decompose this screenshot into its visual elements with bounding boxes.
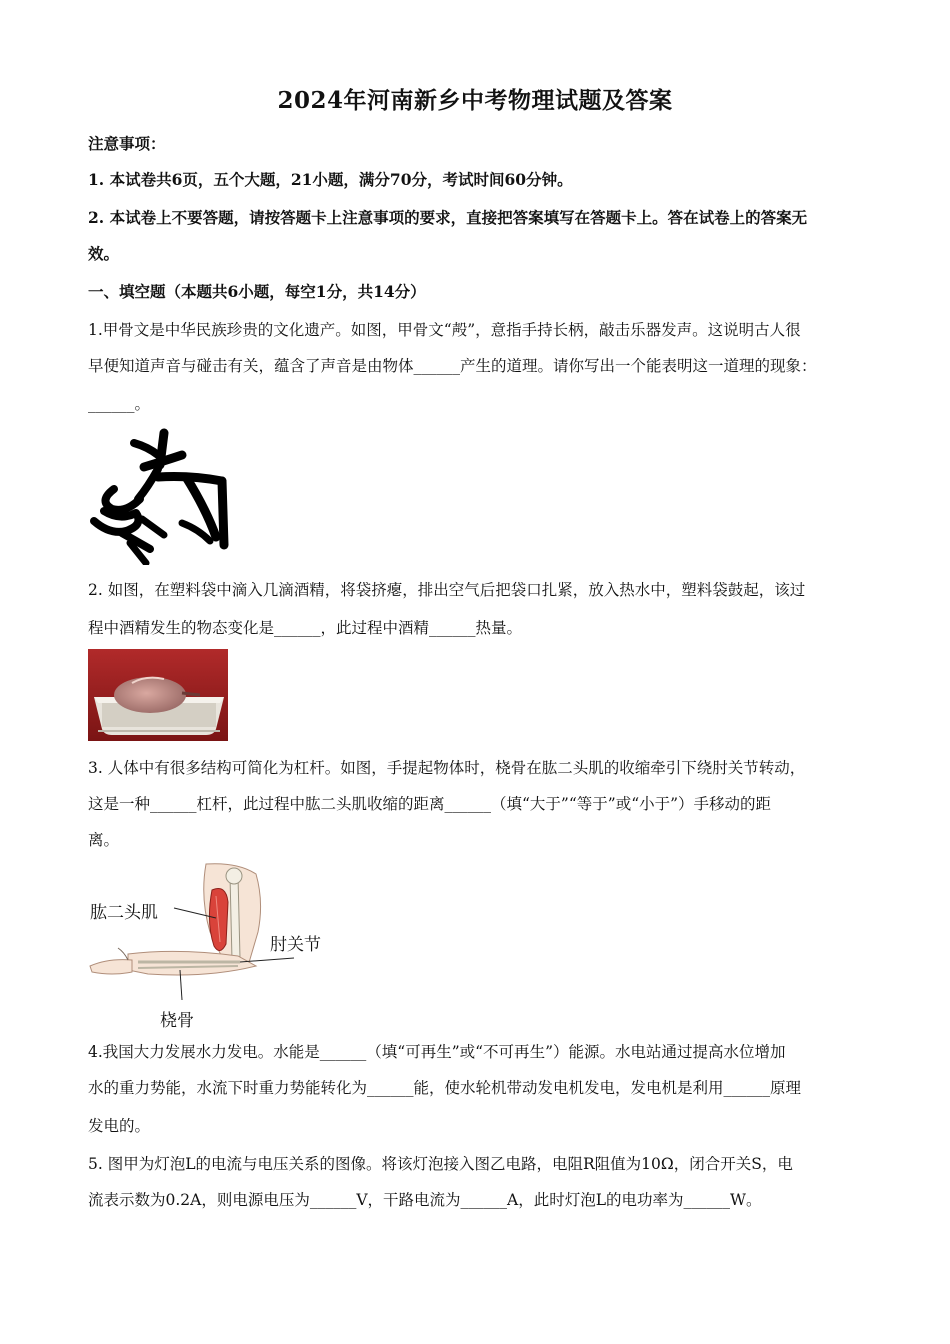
q3-line-2: 这是一种______杠杆，此过程中肱二头肌收缩的距离______（填“大于”“等于”或“小于”）手移动的距: [88, 795, 772, 813]
notice-item-2-line-2: 效。: [88, 244, 120, 263]
q2-line-1: 2. 如图，在塑料袋中滴入几滴酒精，将袋挤瘪，排出空气后把袋口扎紧，放入热水中，塑料袋鼓起，该过: [88, 581, 806, 599]
radius-label: 桡骨: [160, 1011, 194, 1031]
page-title: 2024年河南新乡中考物理试题及答案: [277, 87, 673, 114]
oracle-bone-character-image: [86, 425, 236, 565]
notice-heading: 注意事项：: [88, 134, 166, 153]
plastic-bag-in-hot-water-image: [88, 649, 228, 741]
q4-line-1: 4.我国大力发展水力发电。水能是______（填“可再生”或“不可再生”）能源。水电站通过提高水位增加: [88, 1043, 786, 1061]
q5-line-1: 5. 图甲为灯泡L的电流与电压关系的图像。将该灯泡接入图乙电路，电阻R阻值为10Ω，闭合开关S，电: [88, 1155, 793, 1173]
notice-item-2-line-1: 2. 本试卷上不要答题，请按答题卡上注意事项的要求，直接把答案填写在答题卡上。答在试卷上的答案无: [88, 208, 808, 227]
q1-line-3: ______。: [88, 395, 151, 413]
q4-line-3: 发电的。: [88, 1117, 151, 1135]
q1-line-1: 1.甲骨文是中华民族珍贵的文化遗产。如图，甲骨文“殸”，意指手持长柄，敲击乐器发声。这说明古人很: [88, 321, 801, 339]
q1-line-2: 早便知道声音与碰击有关，蕴含了声音是由物体______产生的道理。请你写出一个能表明这一道理的现象：: [88, 357, 817, 375]
q4-line-2: 水的重力势能，水流下时重力势能转化为______能，使水轮机带动发电机发电，发电机是利用______原理: [88, 1079, 802, 1097]
q3-line-1: 3. 人体中有很多结构可简化为杠杆。如图，手提起物体时，桡骨在肱二头肌的收缩牵引下绕肘关节转动，: [88, 759, 806, 777]
notice-item-1: 1. 本试卷共6页，五个大题，21小题，满分70分，考试时间60分钟。: [88, 170, 573, 189]
q5-line-2: 流表示数为0.2A，则电源电压为______V，干路电流为______A，此时灯泡L的电功率为______W。: [88, 1191, 762, 1209]
q2-line-2: 程中酒精发生的物态变化是______，此过程中酒精______热量。: [88, 619, 523, 637]
arm-lever-figure: [88, 862, 348, 1030]
biceps-label: 肱二头肌: [90, 903, 158, 923]
elbow-joint-label: 肘关节: [270, 935, 321, 955]
q3-line-3: 离。: [88, 831, 120, 849]
section-1-heading: 一、填空题（本题共6小题，每空1分，共14分）: [88, 282, 426, 301]
